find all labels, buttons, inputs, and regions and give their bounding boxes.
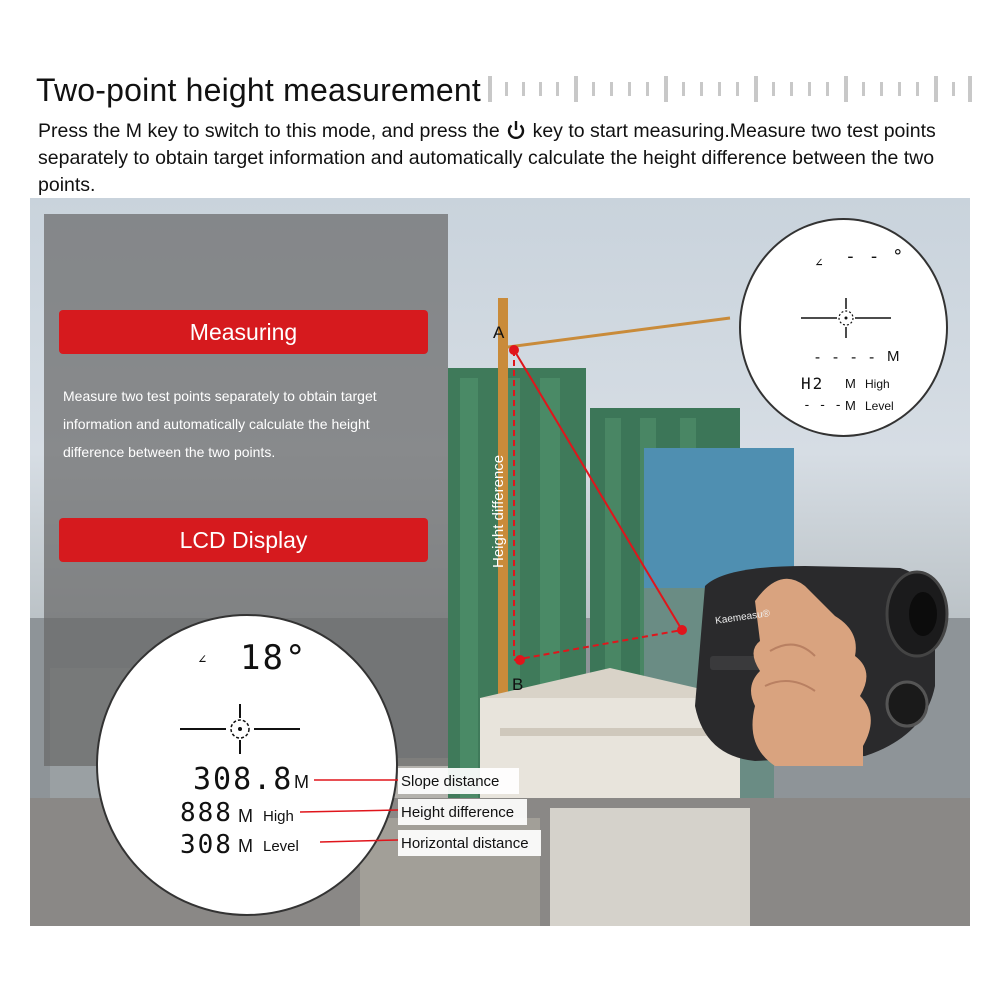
high-label: High [263, 808, 294, 825]
angle-value-small: - - ° [845, 246, 905, 267]
slope-unit-small: M [887, 348, 900, 365]
height-difference-label: Height difference [490, 454, 507, 568]
level-unit-small: M [845, 398, 856, 413]
device-brand: Kaemeasu® [714, 608, 771, 627]
lcd-display-secondary [739, 218, 948, 437]
slope-value-small: - - - - [813, 348, 877, 366]
point-a-label: A [493, 323, 505, 342]
lcd-display-heading: LCD Display [59, 518, 428, 562]
rangefinder-device [685, 556, 955, 766]
power-icon [505, 120, 527, 140]
high-value: 888 [180, 798, 233, 828]
callout-lines [300, 770, 400, 850]
slope-unit: M [294, 772, 309, 792]
instruction-text [38, 118, 973, 199]
level-value: 308 [180, 830, 233, 860]
high-unit-small: M [845, 376, 856, 391]
measuring-description: Measure two test points separately to obtain target information and automatically calculate the height difference between the two points. [63, 388, 377, 460]
level-unit: M [238, 836, 253, 856]
ruler-decoration [488, 76, 978, 102]
angle-icon: ∠ [815, 256, 825, 271]
callout-height-difference: Height difference [398, 799, 527, 825]
high-value-small: H2 [801, 374, 825, 393]
high-unit: M [238, 806, 253, 826]
measuring-heading: Measuring [59, 310, 428, 354]
high-label-small: High [865, 377, 890, 391]
instruction-part-1: Press the M key to switch to this mode, and press the [38, 120, 500, 142]
level-value-small: - - - [803, 398, 843, 413]
page-title: Two-point height measurement [36, 72, 481, 108]
level-label-small: Level [865, 399, 894, 413]
slope-value: 308.8 [193, 762, 294, 797]
angle-value: 18° [240, 638, 308, 678]
crosshair-icon [801, 298, 891, 338]
lcd-display-main [96, 614, 398, 916]
instruction-part-2: key to start measuring.Measure two test points separately to obtain target information and automatically calculate the height difference between the two points. [38, 120, 936, 196]
point-b-label: B [512, 675, 524, 694]
callout-horizontal-distance: Horizontal distance [398, 830, 541, 856]
callout-slope-distance: Slope distance [398, 768, 519, 794]
angle-icon: ∠ [198, 652, 209, 668]
level-label: Level [263, 838, 299, 855]
crosshair-icon [180, 704, 300, 754]
